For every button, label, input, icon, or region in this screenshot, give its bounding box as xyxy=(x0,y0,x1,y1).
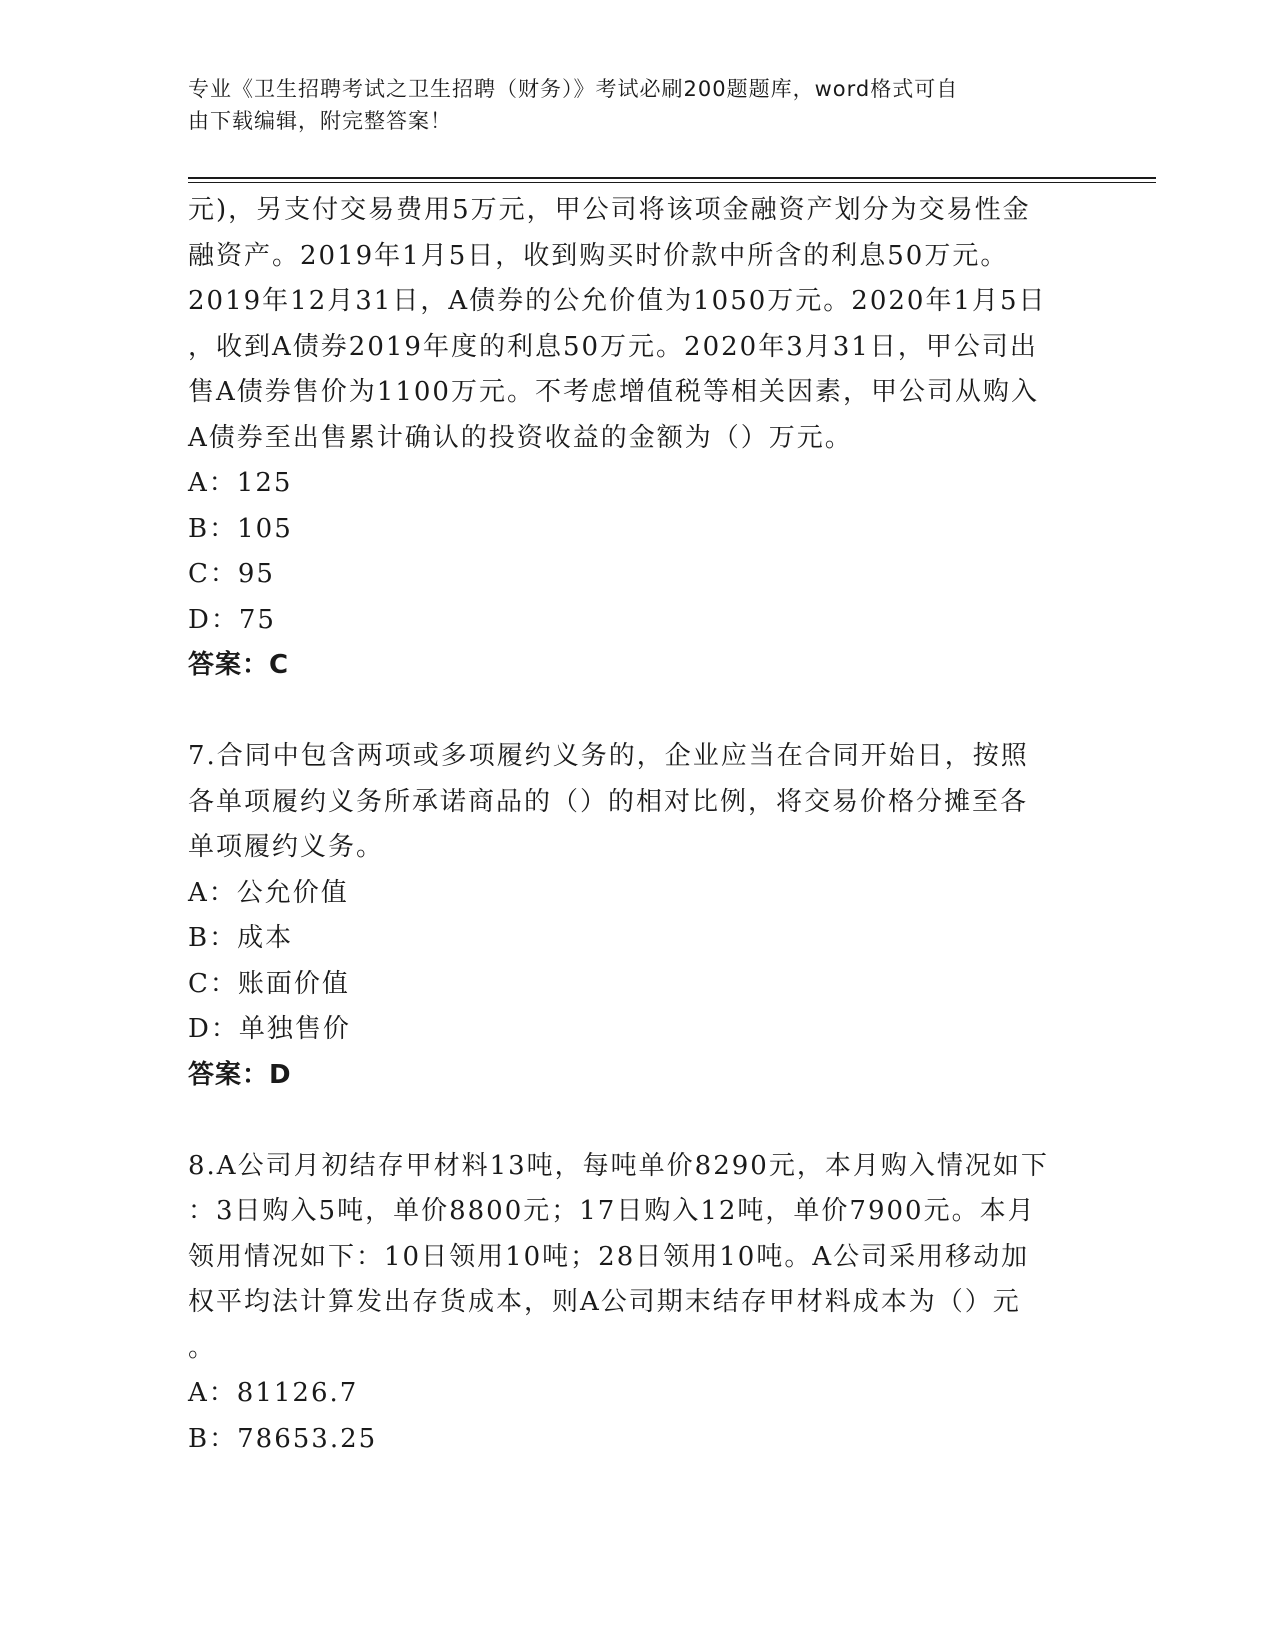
document-header xyxy=(188,73,1068,137)
question-stem-line: ，收到A债券2019年度的利息50万元。2020年3月31日，甲公司出 xyxy=(188,331,1038,362)
option-a: A：125 xyxy=(188,468,293,498)
option-d: D：单独售价 xyxy=(188,1014,351,1044)
question-8 xyxy=(188,1144,1088,1463)
question-body xyxy=(188,188,1088,1462)
option-b: B：78653.25 xyxy=(188,1423,378,1454)
answer-text: 答案：C xyxy=(188,650,290,680)
option-c: C：95 xyxy=(188,559,275,589)
answer-text: 答案：D xyxy=(188,1059,292,1090)
question-spacer xyxy=(188,1098,1088,1144)
question-stem-line: 售A债券售价为1100万元。不考虑增值税等相关因素，甲公司从购入 xyxy=(188,377,1039,407)
option-d: D：75 xyxy=(188,604,276,635)
question-stem-line: 7.合同中包含两项或多项履约义务的，企业应当在合同开始日，按照 xyxy=(188,741,1029,771)
question-stem-line: A债券至出售累计确认的投资收益的金额为（）万元。 xyxy=(188,422,853,453)
question-stem-line: 领用情况如下：10日领用10吨；28日领用10吨。A公司采用移动加 xyxy=(188,1241,1030,1272)
header-rule-thick xyxy=(188,177,1156,179)
question-stem-line: 单项履约义务。 xyxy=(188,832,385,862)
question-stem-line: 2019年12月31日，A债券的公允价值为1050万元。2020年1月5日 xyxy=(188,286,1047,316)
option-b: B：成本 xyxy=(188,923,294,953)
header-line-1: 专业《卫生招聘考试之卫生招聘（财务）》考试必刷200题题库，word格式可自 xyxy=(188,77,959,101)
question-stem-line: 8.A公司月初结存甲材料13吨，每吨单价8290元，本月购入情况如下 xyxy=(188,1150,1049,1181)
question-stem-line: 。 xyxy=(188,1332,217,1363)
question-stem-line: 元)，另支付交易费用5万元，甲公司将该项金融资产划分为交易性金 xyxy=(188,195,1031,225)
option-a: A：81126.7 xyxy=(188,1378,359,1408)
question-stem-line: 各单项履约义务所承诺商品的（）的相对比例，将交易价格分摊至各 xyxy=(188,786,1029,817)
question-stem-line: 融资产。2019年1月5日，收到购买时价款中所含的利息50万元。 xyxy=(188,240,1009,271)
question-stem-line: ：3日购入5吨，单价8800元；17日购入12吨，单价7900元。本月 xyxy=(188,1196,1036,1226)
header-line-2: 由下载编辑，附完整答案！ xyxy=(188,109,452,133)
question-6 xyxy=(188,188,1088,689)
option-a: A：公允价值 xyxy=(188,877,349,908)
option-b: B：105 xyxy=(188,513,293,544)
header-rule-thin xyxy=(188,182,1156,183)
question-7 xyxy=(188,734,1088,1098)
option-c: C：账面价值 xyxy=(188,968,350,999)
question-stem-line: 权平均法计算发出存货成本，则A公司期末结存甲材料成本为（）元 xyxy=(188,1287,1021,1317)
question-spacer xyxy=(188,689,1088,735)
